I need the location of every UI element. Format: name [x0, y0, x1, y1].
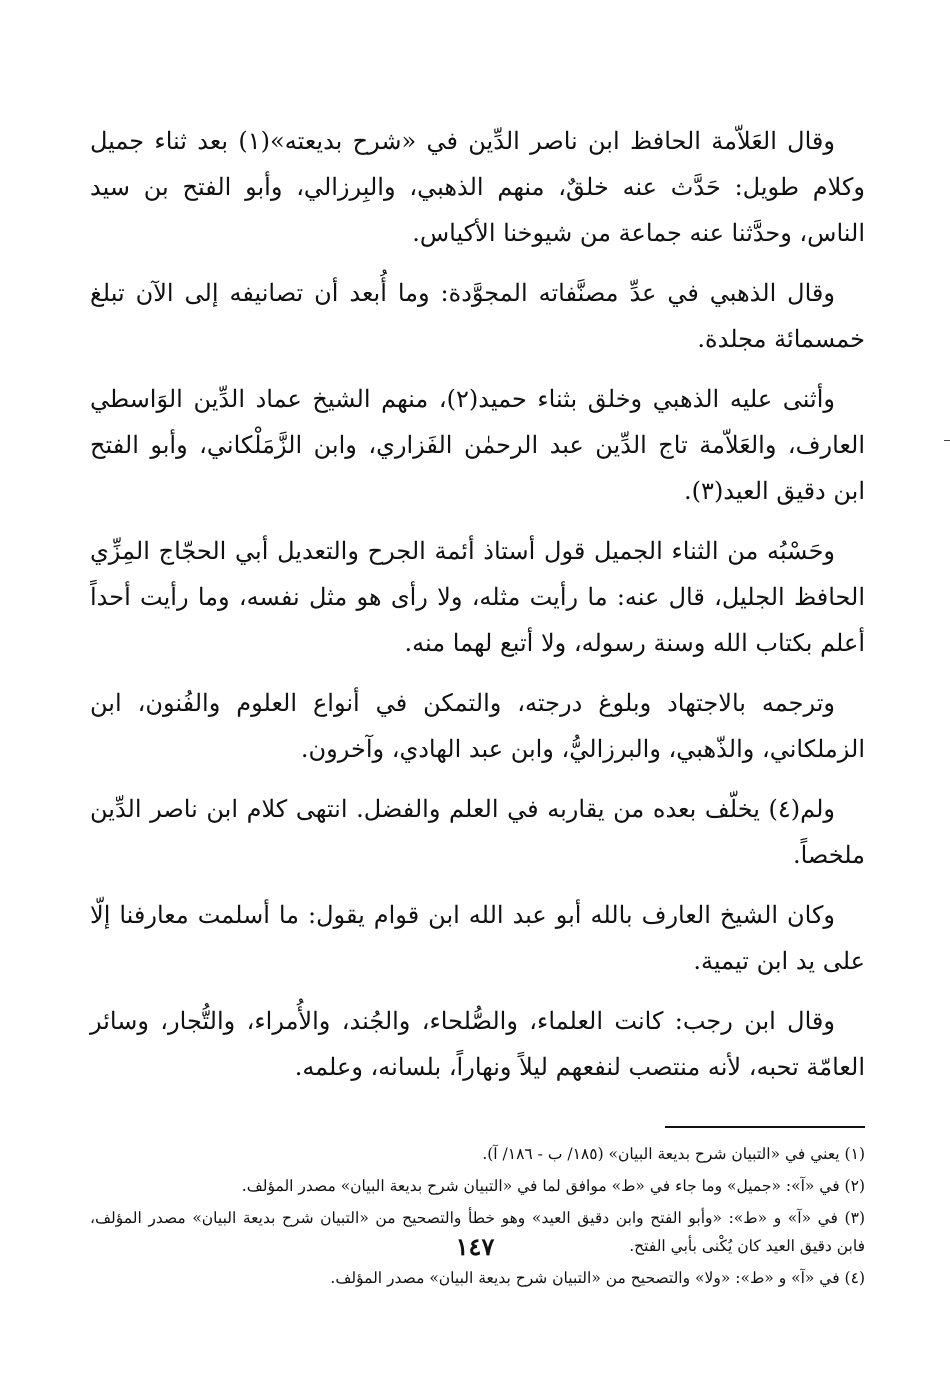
footnote-1: (١) يعني في «التبيان شرح بديعة البيان» (١٨٥/ ب - ١٨٦/ آ).: [482, 1145, 865, 1163]
paragraph-2: وقال الذهبي في عدِّ مصنَّفاته المجوَّدة: وما أُبعد أن تصانيفه إلى الآن تبلغ خمسمائة مجلدة.: [90, 279, 865, 353]
footnote-divider: [665, 1126, 865, 1128]
footnote-3: (٣) في «آ» و «ط»: «وأبو الفتح وابن دقيق العيد» وهو خطأ والتصحيح من «التبيان شرح بديعة البيان» مصدر المؤلف، فابن دقيق العيد كان يُكْنى بأبي الفتح.: [90, 1209, 865, 1255]
footnotes: [90, 1140, 865, 1292]
paragraph-4: وحَسْبُه من الثناء الجميل قول أستاذ أئمة الجرح والتعديل أبي الحجّاج المِزِّي الحافظ الجليل، قال عنه: ما رأيت مثله، ولا رأى هو مثل نفسه، وما رأيت أحداً أعلم بكتاب الله وسنة رسوله، ولا أتبع لهما منه.: [90, 537, 865, 657]
page-content: [90, 118, 865, 1296]
paragraph-7: وكان الشيخ العارف بالله أبو عبد الله ابن قوام يقول: ما أسلمت معارفنا إلّا على يد ابن تيمية.: [90, 901, 865, 975]
main-text: [90, 118, 865, 1090]
margin-mark: [944, 440, 950, 441]
footnote-4: (٤) في «آ» و «ط»: «ولا» والتصحيح من «التبيان شرح بديعة البيان» مصدر المؤلف.: [330, 1269, 865, 1287]
paragraph-6: ولم(٤) يخلّف بعده من يقاربه في العلم والفضل. انتهى كلام ابن ناصر الدِّين ملخصاً.: [90, 795, 865, 869]
footnote-2: (٢) في «آ»: «جميل» وما جاء في «ط» موافق لما في «التبيان شرح بديعة البيان» مصدر المؤلف.: [241, 1177, 865, 1195]
paragraph-8: وقال ابن رجب: كانت العلماء، والصُّلحاء، والجُند، والأُمراء، والتُّجار، وسائر العامّة تحبه، لأنه منتصب لنفعهم ليلاً ونهاراً، بلسانه، وعلمه.: [90, 1007, 865, 1081]
page-number: ١٤٧: [455, 1232, 495, 1261]
paragraph-3: وأثنى عليه الذهبي وخلق بثناء حميد(٢)، منهم الشيخ عماد الدِّين الوَاسطي العارف، والعَلاّمة تاج الدِّين عبد الرحمٰن الفَزاري، وابن الزَّمَلْكاني، وأبو الفتح ابن دقيق العيد(٣).: [90, 385, 865, 505]
paragraph-5: وترجمه بالاجتهاد وبلوغ درجته، والتمكن في أنواع العلوم والفُنون، ابن الزملكاني، والذّهبي، والبرزاليُّ، وابن عبد الهادي، وآخرون.: [90, 689, 865, 763]
paragraph-1: وقال العَلاّمة الحافظ ابن ناصر الدِّين في «شرح بديعته»(١) بعد ثناء جميل وكلام طويل: حَدَّث عنه خلقٌ، منهم الذهبي، والبِرزالي، وأبو الفتح بن سيد الناس، وحدَّثنا عنه جماعة من شيوخنا الأكياس.: [90, 127, 865, 247]
